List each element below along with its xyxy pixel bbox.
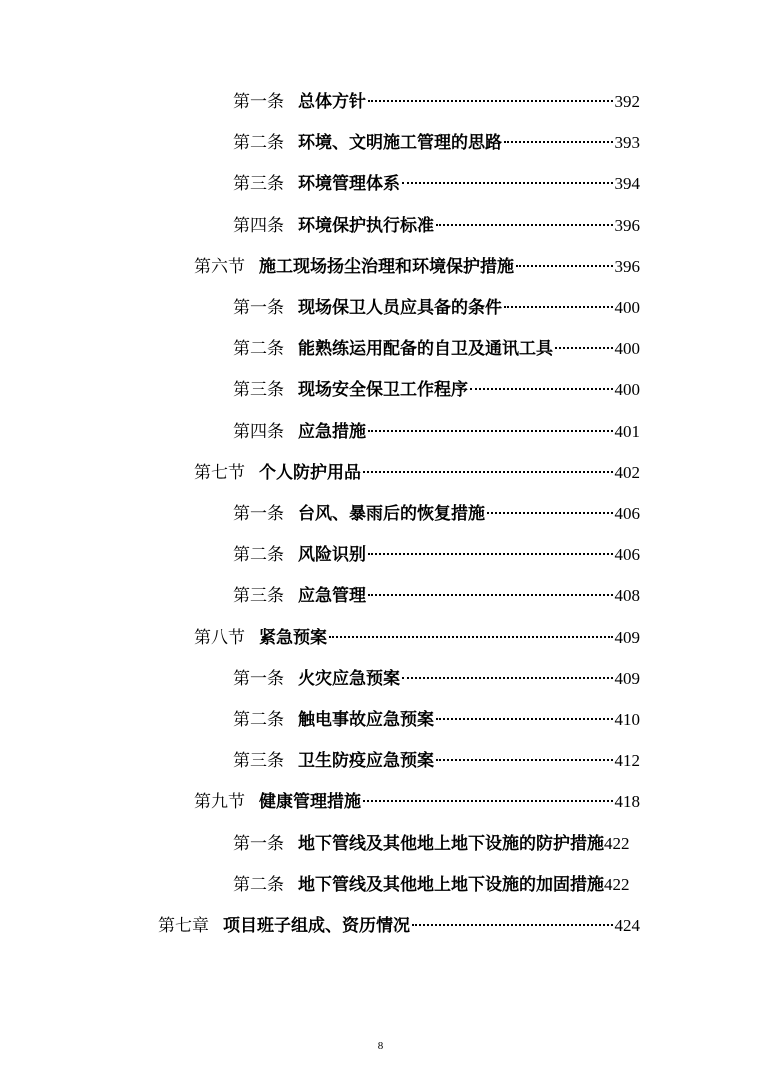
toc-entry-title: 环境管理体系 [298,174,400,194]
toc-entry[interactable] [233,872,660,898]
toc-entry-title: 风险识别 [298,545,366,565]
toc-entry-title: 个人防护用品 [259,463,361,483]
toc-dot-leader [470,388,613,390]
toc-entry-page: 400 [614,298,640,317]
toc-entry-number: 第四条 [233,216,284,236]
toc-dot-leader [368,553,613,555]
toc-entry-number: 第三条 [233,751,284,771]
toc-entry-number: 第一条 [233,834,284,854]
toc-dot-leader [363,800,613,802]
toc-entry-number: 第一条 [233,92,284,112]
toc-entry-title: 应急措施 [298,422,366,442]
toc-entry-number: 第七章 [158,916,209,936]
toc-entry-title: 地下管线及其他地上地下设施的防护措施 [298,834,604,854]
toc-entry-title: 能熟练运用配备的自卫及通讯工具 [298,339,553,359]
toc-entry-number: 第三条 [233,380,284,400]
toc-entry-number: 第二条 [233,545,284,565]
toc-dot-leader [487,512,613,514]
toc-entry-page: 394 [614,174,640,193]
toc-entry-title: 触电事故应急预案 [298,710,434,730]
toc-dot-leader [368,594,613,596]
toc-entry-page: 422 [604,875,630,894]
toc-dot-leader [504,141,613,143]
toc-entry[interactable] [194,254,640,280]
toc-entry-page: 396 [614,216,640,235]
toc-entry-number: 第二条 [233,710,284,730]
toc-entry-number: 第六节 [194,257,245,277]
toc-entry-number: 第九节 [194,792,245,812]
toc-entry[interactable] [233,748,640,774]
toc-entry-number: 第二条 [233,133,284,153]
toc-entry-title: 紧急预案 [259,628,327,648]
toc-entry-title: 环境保护执行标准 [298,216,434,236]
toc-entry-number: 第一条 [233,504,284,524]
toc-entry-title: 健康管理措施 [259,792,361,812]
toc-entry-page: 424 [614,916,640,935]
toc-entry-page: 400 [614,339,640,358]
toc-entry-number: 第八节 [194,628,245,648]
toc-entry-page: 393 [614,133,640,152]
toc-entry[interactable] [194,625,640,651]
toc-entry[interactable] [233,542,640,568]
toc-entry-title: 现场安全保卫工作程序 [298,380,468,400]
toc-entry-page: 401 [614,422,640,441]
toc-entry-page: 409 [614,628,640,647]
toc-entry-page: 408 [614,586,640,605]
toc-entry[interactable] [194,789,640,815]
toc-entry[interactable] [233,583,640,609]
toc-entry-page: 422 [604,834,630,853]
toc-entry-number: 第七节 [194,463,245,483]
toc-dot-leader [436,718,613,720]
toc-entry[interactable] [233,666,640,692]
toc-entry-number: 第一条 [233,669,284,689]
toc-entry-title: 项目班子组成、资历情况 [223,916,410,936]
toc-entry-page: 392 [614,92,640,111]
toc-entry-page: 402 [614,463,640,482]
toc-entry-page: 400 [614,380,640,399]
toc-dot-leader [329,636,613,638]
toc-entry[interactable] [233,501,640,527]
toc-dot-leader [412,924,613,926]
toc-entry-number: 第四条 [233,422,284,442]
toc-entry[interactable] [233,336,640,362]
toc-entry[interactable] [194,460,640,486]
toc-entry[interactable] [233,377,640,403]
toc-entry-page: 418 [614,792,640,811]
toc-dot-leader [368,430,613,432]
toc-entry[interactable] [233,295,640,321]
toc-entry[interactable] [233,707,640,733]
toc-dot-leader [402,677,613,679]
toc-entry-title: 总体方针 [298,92,366,112]
toc-entry-title: 卫生防疫应急预案 [298,751,434,771]
toc-entry-page: 406 [614,545,640,564]
toc-entry-number: 第一条 [233,298,284,318]
toc-entry-number: 第三条 [233,174,284,194]
toc-dot-leader [555,347,613,349]
toc-dot-leader [363,471,613,473]
toc-dot-leader [516,265,613,267]
toc-entry[interactable] [233,419,640,445]
toc-dot-leader [436,224,613,226]
toc-entry[interactable] [233,171,640,197]
toc-entry-title: 现场保卫人员应具备的条件 [298,298,502,318]
toc-entry-title: 地下管线及其他地上地下设施的加固措施 [298,875,604,895]
toc-entry-number: 第三条 [233,586,284,606]
toc-entry[interactable] [233,89,640,115]
toc-entry-number: 第二条 [233,339,284,359]
toc-dot-leader [436,759,613,761]
toc-entry-title: 施工现场扬尘治理和环境保护措施 [259,257,514,277]
toc-entry-title: 环境、文明施工管理的思路 [298,133,502,153]
page-number: 8 [377,1040,384,1052]
toc-dot-leader [504,306,613,308]
toc-dot-leader [368,100,613,102]
toc-entry[interactable] [233,130,640,156]
toc-entry-page: 412 [614,751,640,770]
toc-entry-page: 396 [614,257,640,276]
toc-entry-page: 410 [614,710,640,729]
toc-entry-title: 火灾应急预案 [298,669,400,689]
toc-entry-page: 409 [614,669,640,688]
toc-entry-page: 406 [614,504,640,523]
toc-entry-title: 应急管理 [298,586,366,606]
toc-entry[interactable] [233,831,660,857]
toc-entry-number: 第二条 [233,875,284,895]
toc-entry[interactable] [233,213,640,239]
toc-dot-leader [402,182,613,184]
toc-entry-title: 台风、暴雨后的恢复措施 [298,504,485,524]
toc-entry[interactable] [158,913,640,939]
